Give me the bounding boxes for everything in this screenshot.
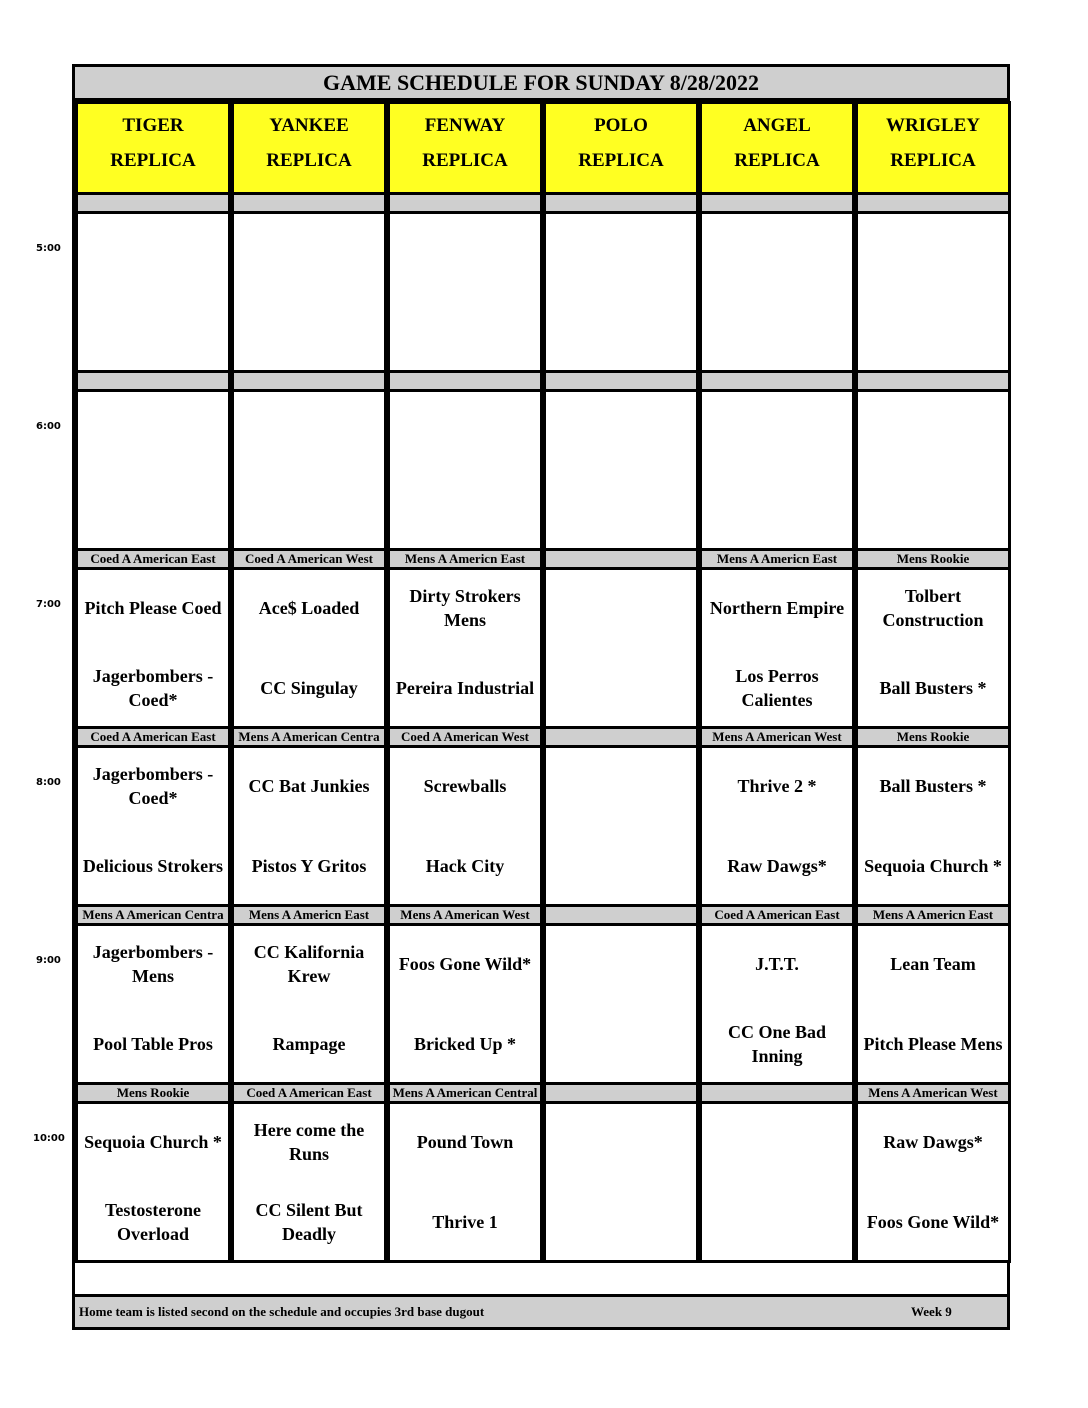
game-cell [855, 745, 1011, 907]
game-cell [75, 923, 231, 1085]
division-label: Coed A American East [75, 548, 231, 570]
time-label: 5:00 [36, 243, 61, 254]
game-cell [699, 1101, 855, 1263]
game-cell [387, 389, 543, 551]
home-team [546, 660, 696, 716]
game-cell [543, 923, 699, 1085]
home-team: Jagerbombers - Coed* [92, 666, 214, 710]
field-header-fenway [387, 101, 543, 195]
time-label: 9:00 [36, 955, 61, 966]
home-team: Testosterone Overload [105, 1200, 201, 1244]
division-label: Mens Rookie [855, 548, 1011, 570]
field-subtitle: REPLICA [734, 150, 820, 171]
home-team [78, 304, 228, 360]
visiting-team: Here come the Runs [253, 1120, 365, 1164]
visiting-team [702, 402, 852, 458]
visiting-team [390, 402, 540, 458]
visiting-team: Dirty Strokers Mens [409, 586, 521, 630]
division-label: Coed A American East [75, 726, 231, 748]
game-cell [75, 211, 231, 373]
game-cell [699, 567, 855, 729]
visiting-team: Lean Team [890, 954, 976, 974]
game-cell [387, 745, 543, 907]
field-name: ANGEL [743, 115, 811, 136]
division-label: Mens A American Centra [75, 904, 231, 926]
division-label: Mens A American West [855, 1082, 1011, 1104]
game-cell [855, 389, 1011, 551]
home-team: Foos Gone Wild* [866, 1212, 1000, 1232]
visiting-team [546, 580, 696, 636]
game-cell [75, 389, 231, 551]
visiting-team: Ball Busters * [879, 776, 987, 796]
schedule-sheet [72, 64, 1010, 1330]
home-team [390, 482, 540, 538]
game-cell [75, 745, 231, 907]
division-label: Mens A Americn East [231, 904, 387, 926]
division-label: Mens A Americn East [855, 904, 1011, 926]
home-team: Los Perros Calientes [735, 666, 819, 710]
game-cell [543, 745, 699, 907]
game-cell [543, 1101, 699, 1263]
visiting-team: J.T.T. [755, 954, 799, 974]
visiting-team: Pound Town [416, 1132, 514, 1152]
division-label: Coed A American East [231, 1082, 387, 1104]
home-team [858, 304, 1008, 360]
home-team: Pool Table Pros [93, 1034, 213, 1054]
division-label: Mens A Americn East [699, 548, 855, 570]
game-cell [543, 211, 699, 373]
home-team [234, 482, 384, 538]
home-team [546, 838, 696, 894]
visiting-team [858, 402, 1008, 458]
home-team: Thrive 1 [432, 1212, 498, 1232]
field-header-tiger [75, 101, 231, 195]
home-team [78, 482, 228, 538]
game-cell [699, 745, 855, 907]
visiting-team [546, 936, 696, 992]
visiting-team: Northern Empire [709, 598, 845, 618]
game-cell [75, 567, 231, 729]
division-label: Mens A American West [387, 904, 543, 926]
game-cell [855, 1101, 1011, 1263]
field-header-angel [699, 101, 855, 195]
game-cell [855, 923, 1011, 1085]
division-label: Coed A American West [387, 726, 543, 748]
home-team: Sequoia Church * [864, 856, 1002, 876]
home-team: Pereira Industrial [395, 678, 535, 698]
visiting-team: Thrive 2 * [737, 776, 817, 796]
home-team [702, 1194, 852, 1250]
field-subtitle: REPLICA [422, 150, 508, 171]
time-label: 10:00 [33, 1133, 65, 1144]
visiting-team: Jagerbombers - Coed* [92, 764, 214, 808]
visiting-team [702, 224, 852, 280]
division-label: Mens A American Central [387, 1082, 543, 1104]
time-label: 6:00 [36, 421, 61, 432]
game-cell [699, 389, 855, 551]
division-label: Mens A American Centra [231, 726, 387, 748]
home-team [546, 1194, 696, 1250]
home-team: Bricked Up * [413, 1034, 516, 1054]
division-label: Coed A American West [231, 548, 387, 570]
field-name: WRIGLEY [886, 115, 980, 136]
field-header-yankee [231, 101, 387, 195]
visiting-team: Sequoia Church * [84, 1132, 222, 1152]
game-cell [543, 567, 699, 729]
game-cell [387, 567, 543, 729]
game-cell [231, 923, 387, 1085]
visiting-team: CC Bat Junkies [248, 776, 370, 796]
home-team: Delicious Strokers [82, 856, 224, 876]
game-cell [231, 745, 387, 907]
home-team [858, 482, 1008, 538]
visiting-team [546, 224, 696, 280]
division-label: Coed A American East [699, 904, 855, 926]
game-cell [699, 923, 855, 1085]
visiting-team [390, 224, 540, 280]
home-team: Hack City [425, 856, 505, 876]
field-subtitle: REPLICA [266, 150, 352, 171]
game-cell [75, 1101, 231, 1263]
field-subtitle: REPLICA [110, 150, 196, 171]
home-team [546, 482, 696, 538]
home-team: Ball Busters * [879, 678, 987, 698]
visiting-team: Tolbert Construction [882, 586, 984, 630]
game-cell [231, 1101, 387, 1263]
home-team: Pitch Please Mens [863, 1034, 1003, 1054]
visiting-team [546, 1114, 696, 1170]
field-header-wrigley [855, 101, 1011, 195]
home-team [702, 482, 852, 538]
home-team: CC One Bad Inning [727, 1022, 826, 1066]
game-cell [387, 211, 543, 373]
game-cell [231, 211, 387, 373]
visiting-team: Ace$ Loaded [258, 598, 360, 618]
visiting-team [702, 1114, 852, 1170]
game-cell [231, 567, 387, 729]
visiting-team [234, 402, 384, 458]
home-team [702, 304, 852, 360]
game-cell [543, 389, 699, 551]
division-label: Mens Rookie [855, 726, 1011, 748]
home-team: CC Singulay [260, 678, 358, 698]
division-label: Mens Rookie [75, 1082, 231, 1104]
visiting-team [234, 224, 384, 280]
visiting-team [546, 758, 696, 814]
time-label: 8:00 [36, 777, 61, 788]
home-team [546, 304, 696, 360]
visiting-team: Pitch Please Coed [84, 598, 222, 618]
home-team: CC Silent But Deadly [255, 1200, 363, 1244]
field-subtitle: REPLICA [890, 150, 976, 171]
field-name: YANKEE [269, 115, 349, 136]
visiting-team [78, 224, 228, 280]
page-title: GAME SCHEDULE FOR SUNDAY 8/28/2022 [75, 67, 1007, 101]
division-label: Mens A Americn East [387, 548, 543, 570]
visiting-team: Screwballs [423, 776, 507, 796]
field-name: POLO [594, 115, 648, 136]
game-cell [387, 1101, 543, 1263]
visiting-team [78, 402, 228, 458]
week-label: Week 9 [911, 1304, 952, 1319]
home-team [390, 304, 540, 360]
visiting-team [546, 402, 696, 458]
home-team [546, 1016, 696, 1072]
footer-note: Home team is listed second on the schedule and occupies 3rd base dugout [79, 1304, 485, 1319]
game-cell [855, 211, 1011, 373]
visiting-team: Raw Dawgs* [883, 1132, 983, 1152]
game-cell [387, 923, 543, 1085]
game-cell [699, 211, 855, 373]
home-team: Rampage [272, 1034, 346, 1054]
home-team: Pistos Y Gritos [251, 856, 367, 876]
home-team [234, 304, 384, 360]
field-header-polo [543, 101, 699, 195]
field-name: FENWAY [424, 115, 506, 136]
field-name: TIGER [122, 115, 184, 136]
field-subtitle: REPLICA [578, 150, 664, 171]
time-label: 7:00 [36, 599, 61, 610]
home-team: Raw Dawgs* [727, 856, 827, 876]
visiting-team: Jagerbombers - Mens [92, 942, 214, 986]
footer-bar [75, 1294, 1007, 1327]
game-cell [231, 389, 387, 551]
division-label: Mens A American West [699, 726, 855, 748]
visiting-team: CC Kalifornia Krew [253, 942, 365, 986]
game-cell [855, 567, 1011, 729]
visiting-team: Foos Gone Wild* [398, 954, 532, 974]
visiting-team [858, 224, 1008, 280]
